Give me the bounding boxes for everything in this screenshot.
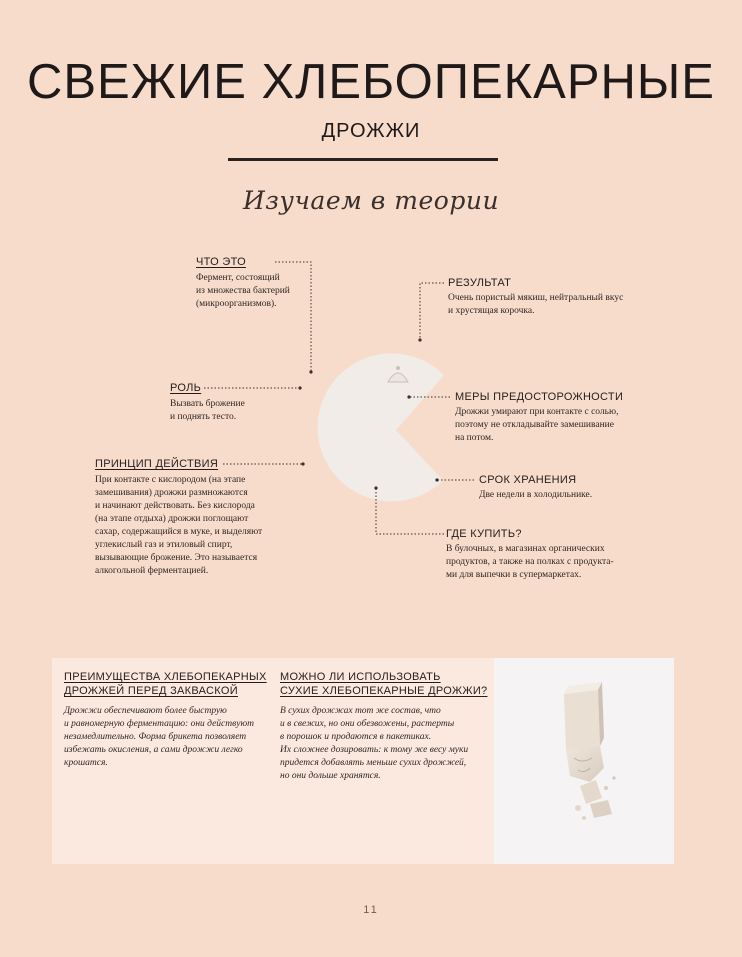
result-block [448,277,623,318]
result-line: и хрустящая корочка. [448,306,535,316]
dry-yeast-line: но они дольше хранятся. [280,771,381,781]
principle-line: сахар, содержащийся в муке, и выделяют [95,527,263,537]
precautions-heading: МЕРЫ ПРЕДОСТОРОЖНОСТИ [455,391,624,403]
info-panel [52,658,494,864]
principle-line: вызывающие брожение. Это называется [95,553,258,563]
advantages-column [64,670,270,770]
principle-heading: ПРИНЦИП ДЕЙСТВИЯ [95,458,219,470]
precautions-line: на потом. [455,433,494,443]
advantages-line: избежать окисления, а сами дрожжи легко [64,745,243,755]
dry-yeast-line: придется добавлять меньше сухих дрожжей, [280,758,467,768]
advantages-line: крошатся. [64,758,108,768]
advantages-line: незамедлительно. Форма брикета позволяет [64,732,247,742]
page-title: СВЕЖИЕ ХЛЕБОПЕКАРНЫЕ [26,55,715,109]
role-block [170,382,245,424]
principle-line: алкогольной ферментацией. [95,566,209,576]
dry-yeast-column [280,670,488,783]
role-line: и поднять тесто. [170,412,237,422]
principle-block [95,458,262,578]
section-heading: Изучаем в теории [242,186,500,215]
advantages-heading [64,670,270,698]
where-block [446,528,614,582]
what-line: (микроорганизмов). [196,299,277,309]
where-heading: ГДЕ КУПИТЬ? [446,528,522,540]
dry-yeast-heading [280,670,488,698]
advantages-line: и равномерную ферментацию: они действуют [64,719,255,729]
precautions-block [455,391,623,445]
dry-yeast-line: в порошок и продаются в пакетиках. [280,732,432,742]
page-number: 11 [363,904,379,916]
storage-heading: СРОК ХРАНЕНИЯ [479,474,577,486]
where-line: ми для выпечки в супермаркетах. [446,570,582,580]
dry-yeast-heading-line: МОЖНО ЛИ ИСПОЛЬЗОВАТЬ [280,671,441,683]
result-line: Очень пористый мякиш, нейтральный вкус [448,293,624,303]
where-line: В булочных, в магазинах органических [446,544,605,554]
principle-line: и начинают действовать. Без кислорода [95,501,255,511]
connector-result [420,283,444,340]
yeast-block-image [494,658,674,864]
result-heading: РЕЗУЛЬТАТ [448,277,512,289]
role-line: Вызвать брожение [170,399,245,409]
advantages-heading-line: ПРЕИМУЩЕСТВА ХЛЕБОПЕКАРНЫХ [64,671,267,683]
dry-yeast-heading-line: СУХИЕ ХЛЕБОПЕКАРНЫЕ ДРОЖЖИ? [280,685,488,697]
principle-line: углекислый газ и этиловый спирт, [95,540,233,550]
principle-line: При контакте с кислородом (на этапе [95,475,246,485]
what-line: Фермент, состоящий [196,273,280,283]
dry-yeast-line: и в свежих, но они обезвожены, растерты [280,719,455,729]
advantages-line: Дрожжи обеспечивают более быструю [64,706,227,716]
page-subtitle: ДРОЖЖИ [321,120,421,142]
what-heading: ЧТО ЭТО [196,256,246,268]
storage-line: Две недели в холодильнике. [479,490,593,500]
where-line: продуктов, а также на полках с продукта- [446,557,614,567]
storage-block [479,474,592,502]
yeast-photo [494,658,674,864]
dry-yeast-line: В сухих дрожжах тот же состав, что [280,706,441,716]
what-block [196,256,290,311]
dry-yeast-line: Их сложнее дозировать: к тому же весу муки [280,745,469,755]
what-line: из множества бактерий [196,286,290,296]
precautions-line: поэтому не откладывайте замешивание [455,420,614,430]
principle-line: (на этапе отдыха) дрожжи поглощают [95,514,249,524]
precautions-line: Дрожжи умирают при контакте с солью, [455,407,619,417]
principle-line: замешивания) дрожжи размножаются [95,488,248,498]
role-heading: РОЛЬ [170,382,202,394]
advantages-heading-line: ДРОЖЖЕЙ ПЕРЕД ЗАКВАСКОЙ [64,685,238,697]
pacman-shape [318,353,444,501]
